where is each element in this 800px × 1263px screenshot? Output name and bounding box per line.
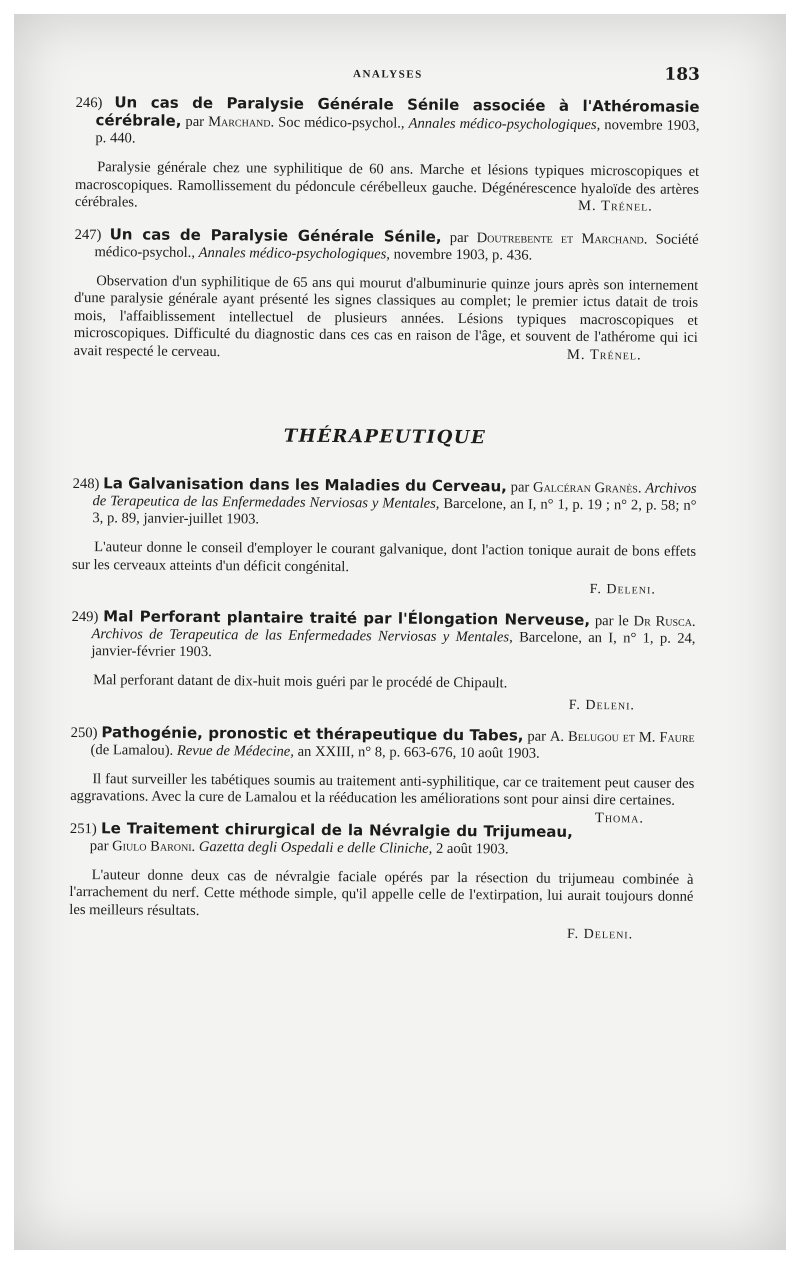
entry-title: La Galvanisation dans les Maladies du Cerveau, (103, 474, 508, 496)
entry-source-a: . Soc médico-psychol., (270, 114, 409, 132)
entry-source-a: Société médico-psychol., (94, 230, 699, 261)
abstract-text: Mal perforant datant de dix-huit mois guéri par le procédé de Chipault. (93, 672, 508, 692)
entry-heading (71, 608, 695, 665)
entry-abstract (75, 159, 699, 216)
entry-title: Pathogénie, pronostic et thérapeutique du Tabes, (101, 722, 524, 745)
signature: F. Deleni. (589, 582, 656, 598)
entry-source-b: 2 août 1903. (432, 840, 509, 857)
entry-by: par (523, 728, 550, 745)
entry-by: par le (590, 613, 634, 630)
running-head (76, 60, 700, 91)
entry-heading (72, 475, 696, 532)
entry-by: par (89, 837, 113, 854)
entry-by: par (181, 113, 209, 131)
entry-abstract (70, 770, 695, 826)
entry-authors: Doutrebente et Marchand. (476, 229, 648, 247)
entry-by: par (506, 479, 534, 496)
abstract-text: Il faut surveiller les tabétiques soumis au traitement anti-syphilitique, car ce traitement peut causer des aggravations. Avec la cure de Lamalou et la rééducation les améliorations sont pour ainsi dire certaines. (70, 770, 695, 809)
abstract-entry-246 (75, 94, 700, 216)
entry-number: 249) (71, 608, 99, 626)
entry-source-b: novembre 1903, p. 436. (389, 245, 533, 264)
signature: M. Trénel. (566, 346, 642, 363)
abstract-entry-248 (72, 475, 697, 599)
abstract-entry-249 (71, 608, 696, 714)
entry-by: par (441, 229, 477, 246)
signature: F. Deleni. (568, 697, 636, 713)
entry-journal: Annales médico-psychologiques, (198, 244, 391, 262)
entry-number: 247) (74, 226, 102, 243)
entry-source-b: novembre 1903, p. 440. (95, 117, 700, 147)
abstract-text: Observation d'un syphilitique de 65 ans qui mourut d'albuminurie quinze jours après son internement d'une paralysie générale ayant présenté les signes classiques au complet; le premier ictus datait de trois mois, l'affaiblissement intellectuel de plusieurs années. Lésions typiques macroscopiques et microscopiques. Difficulté du diagnostic dans ces cas en raison de l'âge, et souvent de l'athérome qui ici avait respecté le cerveau. (73, 272, 699, 360)
page-content (69, 60, 700, 944)
entry-source-a: (de Lamalou). (90, 741, 177, 759)
entry-title: Un cas de Paralysie Générale Sénile associée à l'Athéromasie cérébrale, (95, 93, 700, 130)
entry-number: 251) (69, 820, 97, 837)
entry-journal: Archivos de Terapeutica de las Enfermedades Nerviosas y Mentales, (92, 480, 697, 512)
signature: M. Trénel. (578, 197, 653, 215)
entry-heading (74, 225, 698, 265)
entry-journal: Revue de Médecine, (176, 742, 295, 760)
entry-title: Le Traitement chirurgical de la Névralgie du Trijumeau, (101, 818, 573, 841)
abstract-entry-250 (70, 722, 695, 826)
entry-abstract (71, 672, 695, 694)
entry-abstract (72, 539, 696, 579)
entry-abstract (69, 866, 693, 923)
entry-authors: Marchand (208, 114, 271, 131)
abstract-text: L'auteur donne le conseil d'employer le courant galvanique, dont l'action tonique aurait de bons effets sur les cerveaux atteints d'un déficit congénital. (71, 539, 697, 575)
abstract-text: Paralysie générale chez une syphilitique de 60 ans. Marche et lésions typiques microscopiques et macroscopiques. Ramollissement du pédoncule cérébelleux gauche. Dégénérescence hyaloïde des artères cérébrales. (74, 159, 700, 211)
entry-source-b: Barcelone, an I, n° 1, p. 24, janvier-février 1903. (91, 629, 696, 661)
section-heading: THÉRAPEUTIQUE (283, 425, 487, 449)
entry-abstract (74, 272, 699, 364)
page-number: 183 (664, 64, 700, 85)
entry-journal: Archivos de Terapeutica de las Enfermedades Nerviosas y Mentales, (91, 626, 513, 646)
signature: Thoma. (594, 809, 645, 826)
entry-authors: Galcéran Granès. (532, 479, 642, 497)
abstract-entry-247 (74, 225, 699, 364)
entry-authors: A. Belugou et M. Faure (549, 728, 695, 746)
signature-line (71, 693, 635, 713)
signature-line (72, 578, 656, 599)
entry-journal: Gazetta degli Ospedali e delle Cliniche, (198, 838, 433, 857)
entry-title: Mal Perforant plantaire traité par l'Élongation Nerveuse, (103, 607, 591, 630)
running-head-title: ANALYSES (353, 68, 423, 81)
entry-number: 250) (70, 724, 98, 741)
abstract-entry-251 (69, 819, 694, 943)
entry-source-b: an XXIII, n° 8, p. 663-676, 10 août 1903. (293, 743, 540, 762)
entry-journal: Annales médico-psychologiques, (408, 115, 601, 134)
entry-number: 248) (72, 475, 100, 493)
entry-title: Un cas de Paralysie Générale Sénile, (109, 224, 442, 246)
signature: F. Deleni. (566, 926, 634, 943)
entry-number: 246) (75, 94, 103, 112)
entry-heading (71, 723, 695, 763)
abstract-text: L'auteur donne deux cas de névralgie faciale opérés par la résection du trijumeau combinée à l'arrachement du nerf. Cette méthode simple, qu'il appelle celle de l'extirpation, lui aurait toujours donné les meilleurs résultats. (69, 866, 694, 919)
entry-authors: Giulo Baroni. (112, 837, 196, 855)
entry-authors: Dr Rusca. (633, 613, 696, 630)
entry-heading (75, 94, 699, 152)
entry-source-b: Barcelone, an I, n° 1, p. 19 ; n° 2, p. 58; n° 3, p. 89, janvier-juillet 1903. (92, 495, 697, 528)
